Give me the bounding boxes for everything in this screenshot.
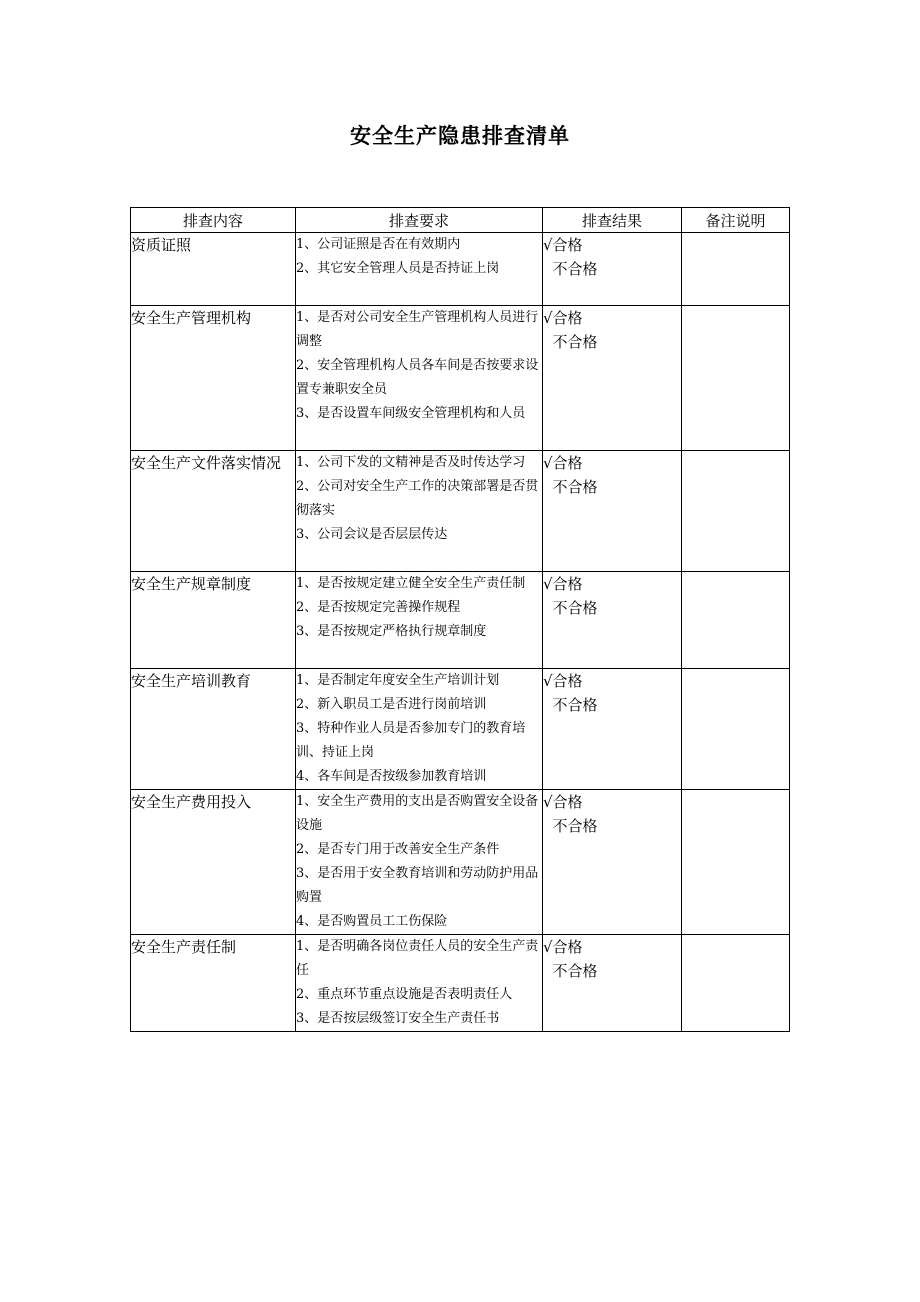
requirement-line: 3、是否用于安全教育培训和劳动防护用品购置 (296, 866, 539, 905)
row-result-cell (543, 935, 682, 1032)
page-title: 安全生产隐患排查清单 (350, 124, 570, 148)
requirement-line: 2、是否专门用于改善安全生产条件 (296, 842, 500, 857)
row-note-cell (682, 790, 790, 935)
result-fail: 不合格 (543, 817, 598, 835)
result-pass: √合格 (543, 454, 583, 472)
row-item-cell: 安全生产文件落实情况 (131, 451, 296, 572)
requirement-line: 4、是否购置员工工伤保险 (296, 914, 448, 929)
row-result-cell (543, 233, 682, 306)
requirement-line: 2、新入职员工是否进行岗前培训 (296, 697, 487, 712)
result-fail: 不合格 (543, 599, 598, 617)
result-fail: 不合格 (543, 260, 598, 278)
table-row (131, 790, 790, 935)
row-item-cell: 安全生产责任制 (131, 935, 296, 1032)
row-note-cell (682, 669, 790, 790)
table-row (131, 669, 790, 790)
table-header-row (131, 208, 790, 233)
requirement-line: 3、是否按规定严格执行规章制度 (296, 624, 487, 639)
inspection-checklist-table (130, 207, 790, 1032)
row-note-cell (682, 306, 790, 451)
requirement-line: 3、特种作业人员是否参加专门的教育培训、持证上岗 (296, 721, 526, 760)
result-pass: √合格 (543, 309, 583, 327)
row-note-cell (682, 572, 790, 669)
row-item-cell: 安全生产管理机构 (131, 306, 296, 451)
requirement-line: 1、公司下发的文精神是否及时传达学习 (296, 455, 526, 470)
header-item: 排查内容 (131, 208, 296, 233)
result-pass: √合格 (543, 672, 583, 690)
requirement-line: 1、是否按规定建立健全安全生产责任制 (296, 576, 526, 591)
header-result: 排查结果 (543, 208, 682, 233)
requirement-line: 2、安全管理机构人员各车间是否按要求设置专兼职安全员 (296, 358, 539, 397)
row-requirements-cell (296, 233, 543, 306)
row-item-cell: 资质证照 (131, 233, 296, 306)
requirement-line: 3、公司会议是否层层传达 (296, 527, 448, 542)
row-result-cell (543, 451, 682, 572)
row-item-cell: 安全生产费用投入 (131, 790, 296, 935)
result-pass: √合格 (543, 575, 583, 593)
requirement-line: 4、各车间是否按级参加教育培训 (296, 769, 487, 784)
result-fail: 不合格 (543, 696, 598, 714)
header-note: 备注说明 (682, 208, 790, 233)
table-row (131, 451, 790, 572)
requirement-line: 1、公司证照是否在有效期内 (296, 237, 461, 252)
row-note-cell (682, 451, 790, 572)
row-item-cell: 安全生产培训教育 (131, 669, 296, 790)
row-note-cell (682, 935, 790, 1032)
result-fail: 不合格 (543, 962, 598, 980)
requirement-line: 1、是否明确各岗位责任人员的安全生产责任 (296, 939, 539, 978)
table-row (131, 306, 790, 451)
requirement-line: 3、是否按层级签订安全生产责任书 (296, 1011, 500, 1026)
header-requirements: 排查要求 (296, 208, 543, 233)
requirement-line: 1、安全生产费用的支出是否购置安全设备设施 (296, 794, 539, 833)
row-result-cell (543, 572, 682, 669)
requirement-line: 2、公司对安全生产工作的决策部署是否贯彻落实 (296, 479, 539, 518)
row-item-cell: 安全生产规章制度 (131, 572, 296, 669)
row-result-cell (543, 669, 682, 790)
table-row (131, 233, 790, 306)
requirement-line: 3、是否设置车间级安全管理机构和人员 (296, 406, 526, 421)
requirement-line: 2、重点环节重点设施是否表明责任人 (296, 987, 513, 1002)
row-requirements-cell (296, 790, 543, 935)
row-note-cell (682, 233, 790, 306)
row-requirements-cell (296, 306, 543, 451)
result-pass: √合格 (543, 938, 583, 956)
result-fail: 不合格 (543, 478, 598, 496)
row-result-cell (543, 790, 682, 935)
row-requirements-cell (296, 451, 543, 572)
result-fail: 不合格 (543, 333, 598, 351)
table-row (131, 935, 790, 1032)
requirement-line: 1、是否制定年度安全生产培训计划 (296, 673, 500, 688)
result-pass: √合格 (543, 793, 583, 811)
table-row (131, 572, 790, 669)
requirement-line: 2、其它安全管理人员是否持证上岗 (296, 261, 500, 276)
row-requirements-cell (296, 572, 543, 669)
result-pass: √合格 (543, 236, 583, 254)
requirement-line: 2、是否按规定完善操作规程 (296, 600, 461, 615)
requirement-line: 1、是否对公司安全生产管理机构人员进行调整 (296, 310, 539, 349)
row-requirements-cell (296, 935, 543, 1032)
row-requirements-cell (296, 669, 543, 790)
row-result-cell (543, 306, 682, 451)
